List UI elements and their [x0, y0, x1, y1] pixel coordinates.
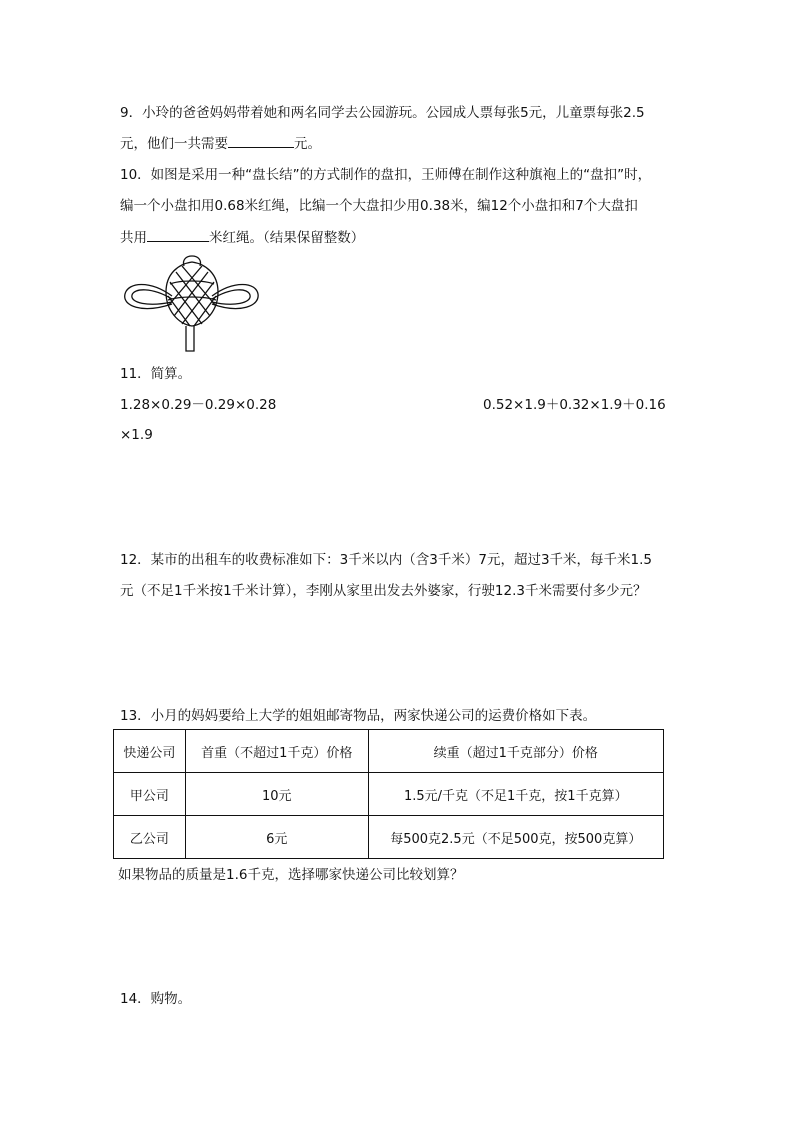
q10-line3: [120, 229, 364, 247]
q10-line3-pre: 共用: [120, 230, 147, 246]
q10-line3-post: 米红绳。（结果保留整数）: [209, 230, 365, 246]
table-header-cell: 续重（超过1千克部分）价格: [368, 730, 663, 773]
table-cell: 甲公司: [114, 773, 186, 816]
q9-line2: [120, 135, 321, 153]
table-header-cell: 首重（不超过1千克）价格: [185, 730, 368, 773]
table-cell: 10元: [185, 773, 368, 816]
q9-line2-pre: 元，他们一共需要: [120, 136, 228, 152]
q9-line2-post: 元。: [294, 136, 321, 152]
q12-line1: 12．某市的出租车的收费标准如下：3千米以内（含3千米）7元，超过3千米，每千米1.5: [120, 552, 653, 568]
q10-line2: 编一个小盘扣用0.68米红绳，比编一个大盘扣少用0.38米，编12个小盘扣和7个大盘扣: [120, 198, 638, 214]
table-cell: 1.5元/千克（不足1千克，按1千克算）: [368, 773, 663, 816]
table-row: [114, 773, 664, 816]
pankou-knot-illustration: [120, 254, 260, 352]
q12-line2: 元（不足1千米按1千米计算），李刚从家里出发去外婆家，行驶12.3千米需要付多少元？: [120, 583, 647, 599]
table-cell: 乙公司: [114, 816, 186, 859]
table-header-cell: 快递公司: [114, 730, 186, 773]
q11-expression-1: 1.28×0.29－0.29×0.28: [120, 397, 277, 413]
table-header-row: [114, 730, 664, 773]
q10-answer-blank: [147, 229, 209, 242]
q11-title: 11．简算。: [120, 366, 192, 382]
q9-answer-blank: [228, 135, 294, 148]
q14-title: 14．购物。: [120, 991, 192, 1007]
table-cell: 6元: [185, 816, 368, 859]
q13-question: 如果物品的质量是1.6千克，选择哪家快递公司比较划算？: [118, 867, 464, 883]
q13-intro: 13．小月的妈妈要给上大学的姐姐邮寄物品，两家快递公司的运费价格如下表。: [120, 708, 597, 724]
table-row: [114, 816, 664, 859]
shipping-price-table: [113, 729, 664, 859]
q11-expression-2: 0.52×1.9＋0.32×1.9＋0.16: [483, 397, 666, 413]
table-cell: 每500克2.5元（不足500克，按500克算）: [368, 816, 663, 859]
q9-line1: 9．小玲的爸爸妈妈带着她和两名同学去公园游玩。公园成人票每张5元，儿童票每张2.5: [120, 105, 645, 121]
q11-expression-2-continued: ×1.9: [120, 427, 153, 443]
q10-line1: 10．如图是采用一种“盘长结”的方式制作的盘扣，王师傅在制作这种旗袍上的“盘扣”时，: [120, 167, 652, 183]
